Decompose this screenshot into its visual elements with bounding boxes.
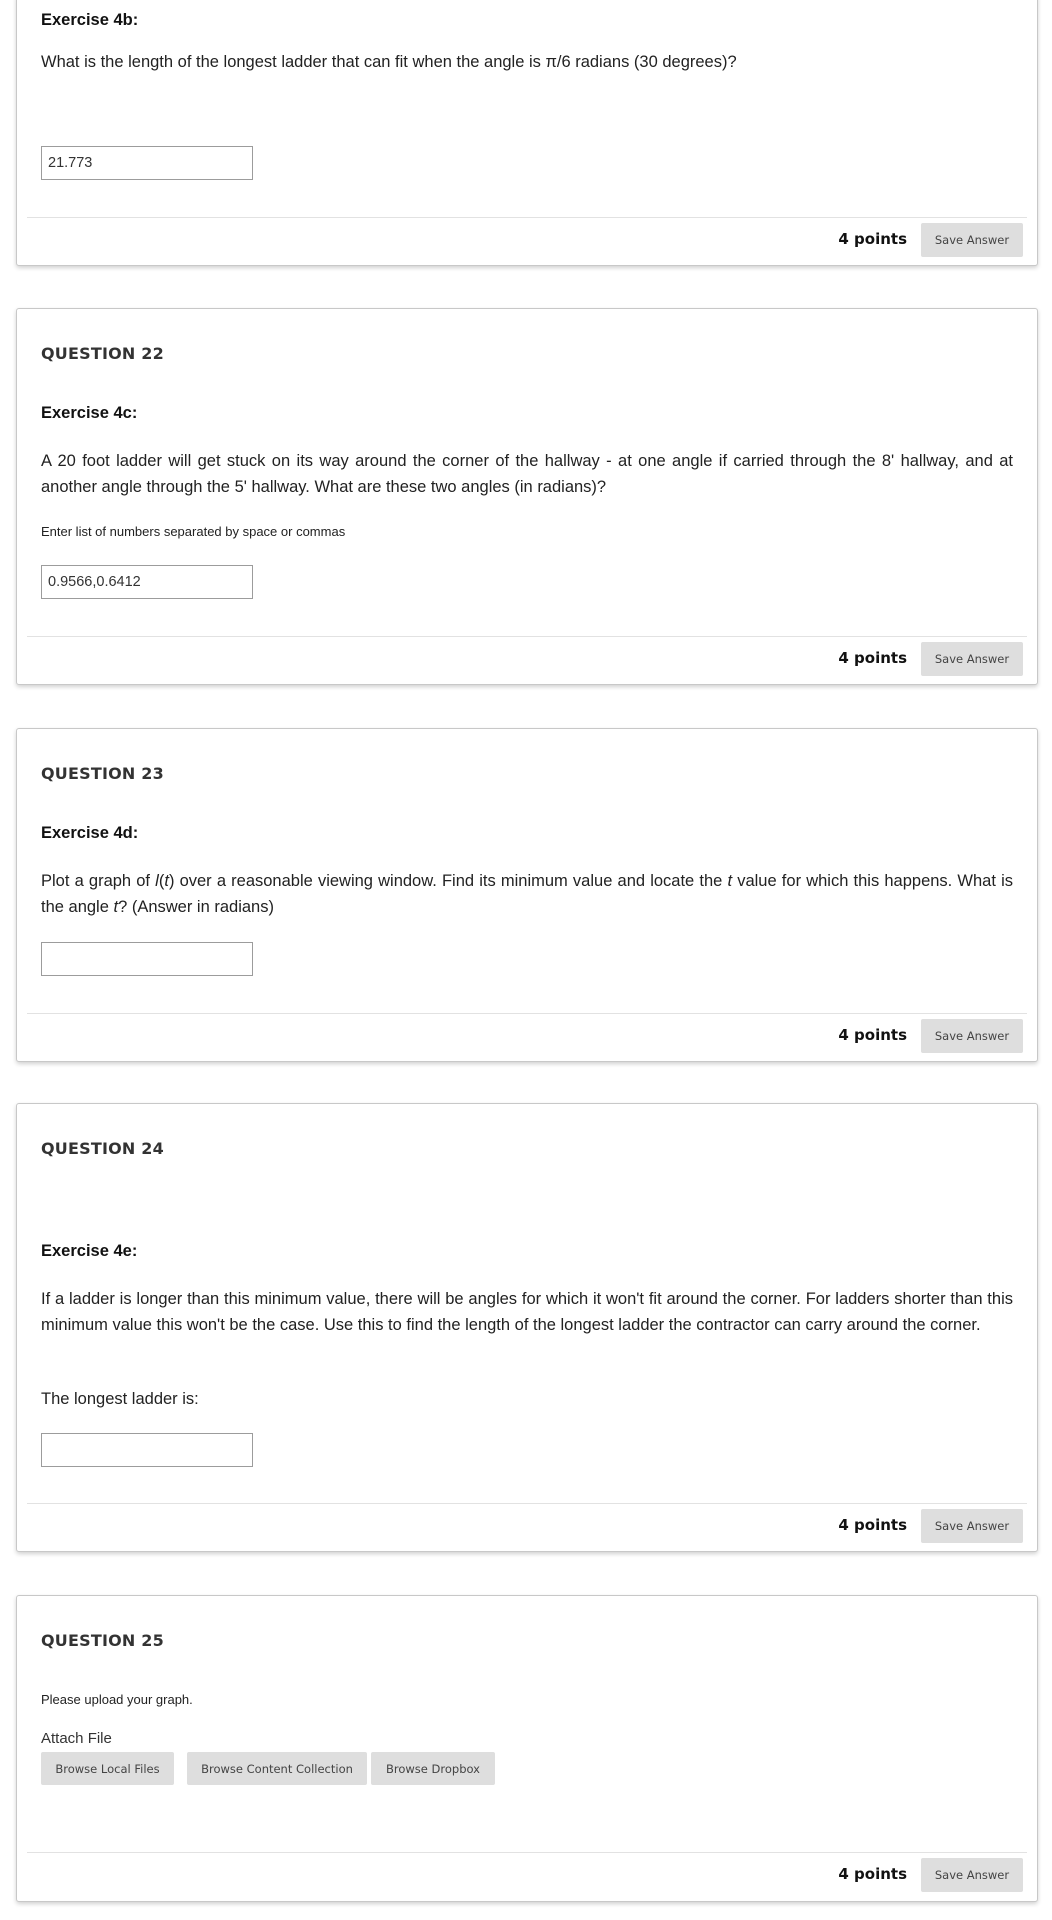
prompt-variable: l: [155, 872, 159, 890]
points-label: 4 points: [838, 230, 907, 248]
answer-label: The longest ladder is:: [41, 1390, 199, 1408]
save-answer-button[interactable]: Save Answer: [921, 642, 1023, 676]
browse-dropbox-button[interactable]: Browse Dropbox: [371, 1752, 495, 1785]
exercise-heading: Exercise 4e:: [41, 1242, 138, 1260]
prompt-text: ? (Answer in radians): [118, 898, 274, 916]
answer-input[interactable]: [41, 1433, 253, 1467]
question-21-card: [16, 0, 1038, 266]
points-label: 4 points: [838, 1026, 907, 1044]
prompt-text: (: [158, 872, 165, 890]
question-23-card: [16, 728, 1038, 1062]
divider: [27, 1503, 1027, 1504]
exercise-heading: Exercise 4c:: [41, 404, 138, 422]
question-24-card: [16, 1103, 1038, 1552]
input-hint: Enter list of numbers separated by space or commas: [41, 524, 346, 539]
question-title: QUESTION 24: [41, 1139, 164, 1158]
prompt-variable: t: [164, 872, 169, 890]
question-25-card: [16, 1595, 1038, 1902]
browse-local-files-button[interactable]: Browse Local Files: [41, 1752, 174, 1785]
attach-file-label: Attach File: [41, 1730, 112, 1747]
question-prompt: [41, 868, 1013, 920]
exercise-heading: Exercise 4b:: [41, 11, 139, 29]
divider: [27, 1013, 1027, 1014]
question-22-card: [16, 308, 1038, 685]
answer-input[interactable]: [41, 146, 253, 180]
save-answer-button[interactable]: Save Answer: [921, 1509, 1023, 1543]
prompt-variable: t: [113, 898, 119, 916]
divider: [27, 217, 1027, 218]
save-answer-button[interactable]: Save Answer: [921, 223, 1023, 257]
save-answer-button[interactable]: Save Answer: [921, 1858, 1023, 1892]
prompt-text: value for which this happens. What is the angle: [41, 872, 1013, 916]
save-answer-button[interactable]: Save Answer: [921, 1019, 1023, 1053]
prompt-text: ) over a reasonable viewing window. Find its minimum value and locate the: [168, 872, 728, 890]
question-prompt: A 20 foot ladder will get stuck on its way around the corner of the hallway - at one angle if carried through the 8' hallway, and at another angle through the 5' hallway. What are these two angles (in radians)?: [41, 452, 1013, 496]
answer-input[interactable]: [41, 942, 253, 976]
question-title: QUESTION 25: [41, 1631, 164, 1650]
question-prompt: What is the length of the longest ladder that can fit when the angle is π/6 radians (30 degrees)?: [41, 53, 737, 71]
points-label: 4 points: [838, 649, 907, 667]
prompt-variable: t: [727, 872, 733, 890]
points-label: 4 points: [838, 1516, 907, 1534]
points-label: 4 points: [838, 1865, 907, 1883]
question-title: QUESTION 23: [41, 764, 164, 783]
divider: [27, 636, 1027, 637]
answer-input[interactable]: [41, 565, 253, 599]
question-title: QUESTION 22: [41, 344, 164, 363]
divider: [27, 1852, 1027, 1853]
question-prompt: Please upload your graph.: [41, 1692, 193, 1707]
browse-content-collection-button[interactable]: Browse Content Collection: [187, 1752, 367, 1785]
prompt-text: Plot a graph of: [41, 872, 156, 890]
exercise-heading: Exercise 4d:: [41, 824, 139, 842]
question-prompt: If a ladder is longer than this minimum value, there will be angles for which it won't fit around the corner. For ladders shorter than this minimum value this won't be the case. Use this to find the length of the longest ladder the contractor can carry around the corner.: [41, 1290, 1013, 1334]
